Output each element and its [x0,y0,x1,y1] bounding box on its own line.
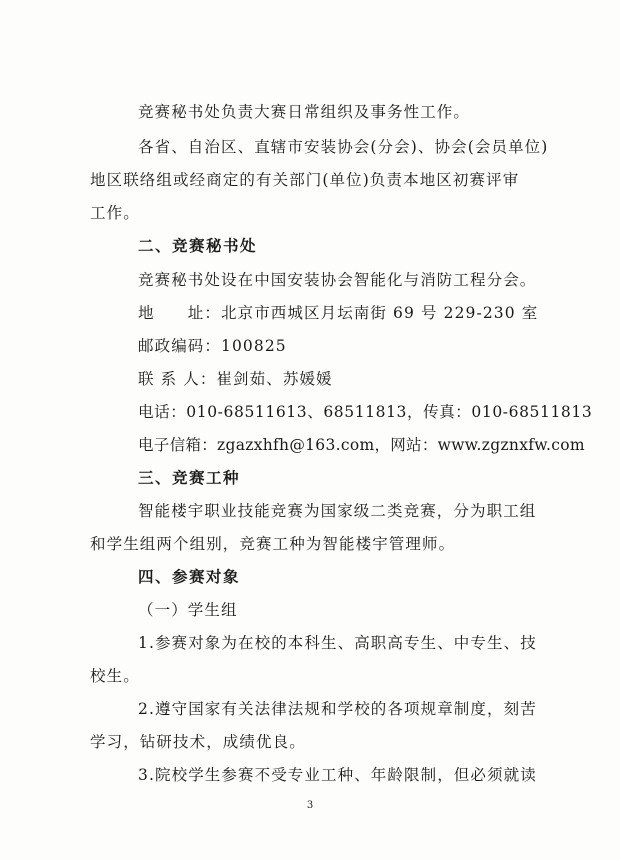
item-1-line-2: 校生。 [90,667,140,685]
paragraph-competition-type-line-1: 智能楼宇职业技能竞赛为国家级二类竞赛，分为职工组 [138,502,537,520]
postal-code-line: 邮政编码：100825 [138,337,287,355]
section-heading-competition-type: 三、竞赛工种 [138,469,241,487]
item-1-line-1: 1.参赛对象为在校的本科生、高职高专生、中专生、技 [138,634,537,652]
subheading-student-group: （一）学生组 [138,601,238,619]
paragraph-secretariat-location: 竞赛秘书处设在中国安装协会智能化与消防工程分会。 [138,271,537,289]
paragraph-regional-line-1: 各省、自治区、直辖市安装协会(分会)、协会(会员单位) [138,138,549,156]
phone-fax-line: 电话：010-68511613、68511813，传真：010-68511813 [138,403,593,421]
contact-person-line: 联 系 人：崔剑茹、苏媛媛 [138,370,333,388]
item-2-line-1: 2.遵守国家有关法律法规和学校的各项规章制度，刻苦 [138,700,537,718]
paragraph-regional-line-3: 工作。 [90,204,140,222]
paragraph-secretariat-duty: 竞赛秘书处负责大赛日常组织及事务性工作。 [138,103,471,121]
section-heading-participants: 四、参赛对象 [138,568,241,586]
email-website-line: 电子信箱：zgazxhfh@163.com，网站：www.zgznxfw.com [138,436,585,454]
item-3-line-1: 3.院校学生参赛不受专业工种、年龄限制，但必须就读 [138,766,537,784]
paragraph-competition-type-line-2: 和学生组两个组别，竞赛工种为智能楼宇管理师。 [90,535,456,553]
item-2-line-2: 学习，钻研技术，成绩优良。 [90,733,306,751]
page-number: 3 [306,800,314,811]
section-heading-secretariat: 二、竞赛秘书处 [138,237,258,255]
address-line: 地 址：北京市西城区月坛南街 69 号 229-230 室 [138,304,539,322]
paragraph-regional-line-2: 地区联络组或经商定的有关部门(单位)负责本地区初赛评审 [90,171,520,189]
